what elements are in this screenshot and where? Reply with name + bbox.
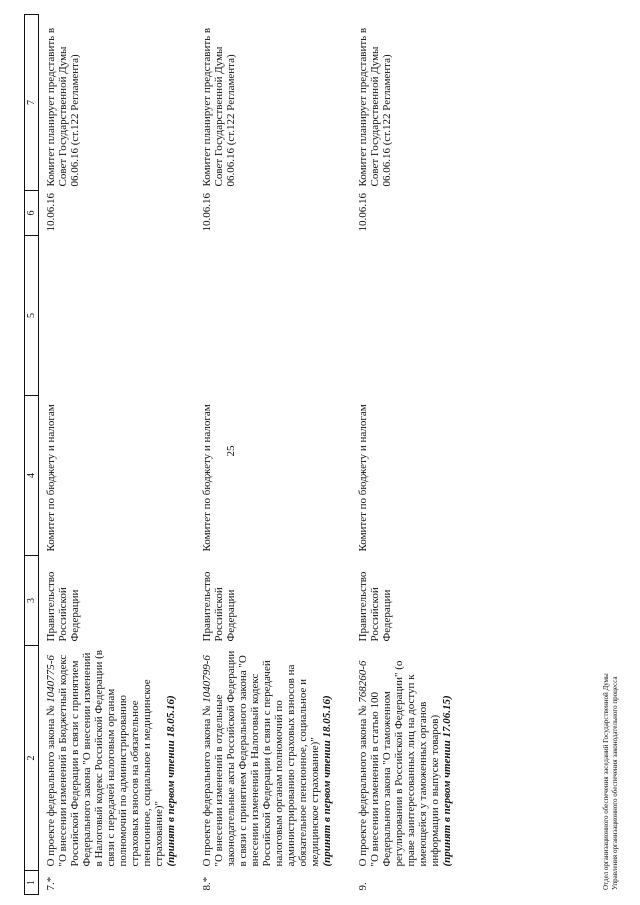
table-row xyxy=(195,15,351,895)
bill-cell xyxy=(351,646,471,871)
note: Комитет планирует представить в Совет Государственной Думы 06.06.16 (ст.122 Регламента) xyxy=(45,27,81,187)
row-number: 9. xyxy=(357,882,369,891)
committee: Комитет по бюджету и налогам xyxy=(201,404,213,552)
bill-description: "О внесении изменений в статью 100 Федерального закона "О таможенном регулировании в Российской Федерации" (о праве заинтересованных лиц на доступ к имеющейся у таможенных органов информации о выпуске товаров) xyxy=(369,660,441,867)
reading-status: (принят в первом чтении 17.06.15) xyxy=(441,695,453,867)
initiator: Правительство Российской Федерации xyxy=(45,571,81,642)
bill-cell xyxy=(195,646,351,871)
footer-line-1: Отдел организационного обеспечения заседаний Государственной Думы xyxy=(602,673,610,890)
initiator: Правительство Российской Федерации xyxy=(357,571,393,642)
col-header-6: 6 xyxy=(25,191,39,236)
bill-number: 1040775-6 xyxy=(45,655,57,703)
agenda-table-container xyxy=(24,15,624,895)
note: Комитет планирует представить в Совет Государственной Думы 06.06.16 (ст.122 Регламента) xyxy=(357,27,393,187)
date: 10.06.16 xyxy=(357,193,369,232)
reading-status: (принят в первом чтении 18.05.16) xyxy=(321,695,333,867)
col-header-1: 1 xyxy=(25,871,39,895)
row-number: 8.* xyxy=(201,876,213,891)
col5-cell xyxy=(195,236,351,396)
bill-title-prefix: О проекте федерального закона № xyxy=(357,705,369,867)
bill-cell xyxy=(39,646,196,871)
row-number: 7.* xyxy=(45,876,57,891)
committee: Комитет по бюджету и налогам xyxy=(357,404,369,552)
col5-cell xyxy=(351,236,471,396)
initiator: Правительство Российской Федерации xyxy=(201,571,237,642)
col-header-2: 2 xyxy=(25,646,39,871)
bill-title-prefix: О проекте федерального закона № xyxy=(45,705,57,867)
col-header-5: 5 xyxy=(25,236,39,396)
col-header-4: 4 xyxy=(25,396,39,556)
date: 10.06.16 xyxy=(45,193,57,232)
agenda-table xyxy=(24,14,471,895)
bill-number: 768260-6 xyxy=(357,660,369,703)
col-header-7: 7 xyxy=(25,15,39,191)
header-row xyxy=(25,15,39,895)
date: 10.06.16 xyxy=(201,193,213,232)
bill-title-prefix: О проекте федерального закона № xyxy=(201,705,213,867)
committee: Комитет по бюджету и налогам xyxy=(45,404,57,552)
col-header-3: 3 xyxy=(25,556,39,646)
note: Комитет планирует представить в Совет Государственной Думы 06.06.16 (ст.122 Регламента) xyxy=(201,27,237,187)
bill-description: "О внесении изменений в Бюджетный кодекс Российской Федерации в связи с принятием Федерального закона "О внесении изменений в Налоговый кодекс Российской Федерации (в связи с передачей налоговым органам полномочий по администрированию страховых взносов на обязательное пенсионное, социальное и медицинское страхование)" xyxy=(57,650,165,867)
col5-cell xyxy=(39,236,196,396)
reading-status: (принят в первом чтении 18.05.16) xyxy=(165,695,177,867)
table-row xyxy=(39,15,196,895)
footer xyxy=(602,590,620,890)
bill-description: "О внесении изменений в отдельные законодательные акты Российской Федерации в связи с принятием Федерального закона "О внесении изменений в Налоговый кодекс Российской Федерации (в связи с передачей налоговым органам полномочий по администрированию страховых взносов на обязательное пенсионное, социальное и медицинское страхование)" xyxy=(213,650,321,867)
page-number: 25 xyxy=(225,445,237,457)
bill-number: 1040799-6 xyxy=(201,655,213,703)
table-row xyxy=(351,15,471,895)
footer-line-2: Управления организационного обеспечения законодательного процесса xyxy=(611,676,619,890)
